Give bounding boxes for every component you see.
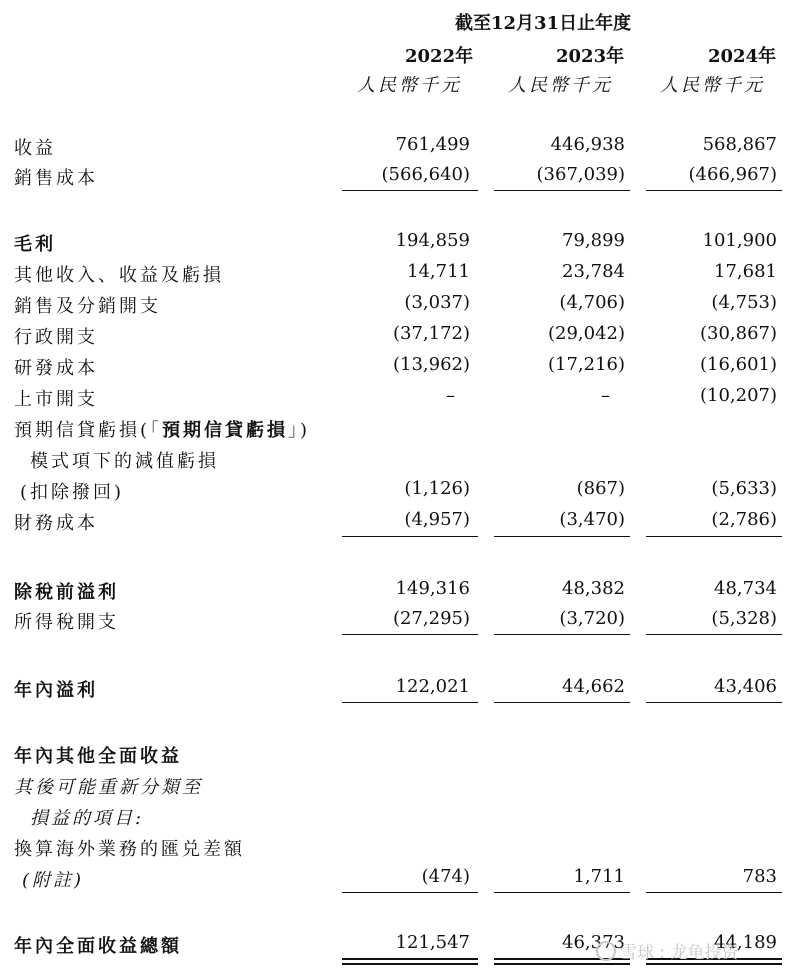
row-label-exchange-diff: 換算海外業務的匯兑差額 xyxy=(14,839,245,860)
value-listing-expenses-2024: (10,207) xyxy=(699,385,777,406)
unit-header-2024: 人民幣千元 xyxy=(660,75,765,96)
value-income-tax-2024: (5,328) xyxy=(711,608,777,629)
value-income-tax-2023: (3,720) xyxy=(559,608,625,629)
total-double-rule-bottom xyxy=(646,963,782,965)
value-revenue-2022: 761,499 xyxy=(395,134,470,155)
value-revenue-2023: 446,938 xyxy=(550,134,625,155)
row-label-distribution-expenses: 銷售及分銷開支 xyxy=(14,296,161,317)
value-ecl-2023: (867) xyxy=(576,478,625,499)
value-other-income-2024: 17,681 xyxy=(714,261,777,282)
value-finance-costs-2022: (4,957) xyxy=(404,509,470,530)
row-label-total-comprehensive-income: 年內全面收益總額 xyxy=(14,936,182,957)
unit-header-2023: 人民幣千元 xyxy=(508,75,613,96)
value-rnd-costs-2022: (13,962) xyxy=(392,354,470,375)
value-other-income-2023: 23,784 xyxy=(562,261,625,282)
total-double-rule-bottom xyxy=(342,963,478,965)
row-label-other-income: 其他收入、收益及虧損 xyxy=(14,265,224,286)
total-double-rule-top xyxy=(342,958,478,960)
value-finance-costs-2023: (3,470) xyxy=(559,509,625,530)
value-distribution-expenses-2023: (4,706) xyxy=(559,292,625,313)
value-distribution-expenses-2022: (3,037) xyxy=(404,292,470,313)
row-label-income-tax: 所得稅開支 xyxy=(14,612,119,633)
value-profit-for-year-2024: 43,406 xyxy=(714,676,777,697)
value-admin-expenses-2022: (37,172) xyxy=(392,323,470,344)
row-label-ecl-line2: 模式項下的減值虧損 xyxy=(30,451,219,472)
value-exchange-diff-2024: 783 xyxy=(742,866,777,887)
value-income-tax-2022: (27,295) xyxy=(392,608,470,629)
row-label-listing-expenses: 上市開支 xyxy=(14,389,98,410)
value-cost-of-sales-2022: (566,640) xyxy=(381,164,470,185)
value-total-ci-2023: 46,373 xyxy=(562,932,625,953)
subtotal-rule xyxy=(494,892,630,893)
row-label-profit-before-tax: 除稅前溢利 xyxy=(14,582,119,603)
row-label-gross-profit: 毛利 xyxy=(14,234,56,255)
value-gross-profit-2022: 194,859 xyxy=(395,230,470,251)
value-rnd-costs-2024: (16,601) xyxy=(699,354,777,375)
value-profit-for-year-2023: 44,662 xyxy=(562,676,625,697)
value-profit-before-tax-2024: 48,734 xyxy=(714,578,777,599)
ecl-label-defined-term: 預期信貸虧損 xyxy=(162,420,289,441)
value-cost-of-sales-2023: (367,039) xyxy=(536,164,625,185)
value-listing-expenses-2022: – xyxy=(446,385,455,406)
watermark-text: 雪球 : 龙龟投资 xyxy=(620,943,739,963)
subtotal-rule xyxy=(646,190,782,191)
subtotal-rule xyxy=(342,536,478,537)
row-label-oci-heading: 年內其他全面收益 xyxy=(14,746,182,767)
value-admin-expenses-2024: (30,867) xyxy=(699,323,777,344)
value-cost-of-sales-2024: (466,967) xyxy=(688,164,777,185)
subtotal-rule xyxy=(646,536,782,537)
subtotal-rule xyxy=(342,190,478,191)
value-exchange-diff-2023: 1,711 xyxy=(573,866,625,887)
value-finance-costs-2024: (2,786) xyxy=(711,509,777,530)
value-exchange-diff-2022: (474) xyxy=(421,866,470,887)
subtotal-rule xyxy=(646,702,782,703)
value-profit-before-tax-2023: 48,382 xyxy=(562,578,625,599)
subtotal-rule xyxy=(646,634,782,635)
row-label-rnd-costs: 研發成本 xyxy=(14,358,98,379)
value-total-ci-2024: 44,189 xyxy=(714,932,777,953)
value-ecl-2024: (5,633) xyxy=(711,478,777,499)
year-header-2023: 2023年 xyxy=(556,46,625,67)
subtotal-rule xyxy=(342,702,478,703)
row-label-cost-of-sales: 銷售成本 xyxy=(14,168,98,189)
row-label-finance-costs: 財務成本 xyxy=(14,513,98,534)
subtotal-rule xyxy=(646,892,782,893)
row-label-ecl xyxy=(14,416,310,442)
value-gross-profit-2024: 101,900 xyxy=(702,230,777,251)
value-admin-expenses-2023: (29,042) xyxy=(547,323,625,344)
year-header-2022: 2022年 xyxy=(405,46,474,67)
value-total-ci-2022: 121,547 xyxy=(395,932,470,953)
subtotal-rule xyxy=(494,536,630,537)
row-label-profit-for-year: 年內溢利 xyxy=(14,680,98,701)
value-gross-profit-2023: 79,899 xyxy=(562,230,625,251)
value-revenue-2024: 568,867 xyxy=(702,134,777,155)
period-header: 截至12月31日止年度 xyxy=(455,13,632,34)
value-ecl-2022: (1,126) xyxy=(404,478,470,499)
value-listing-expenses-2023: – xyxy=(601,385,610,406)
row-label-reclassify-line2: 損益的項目: xyxy=(30,808,145,829)
value-profit-for-year-2022: 122,021 xyxy=(395,676,470,697)
subtotal-rule xyxy=(494,634,630,635)
ecl-label-part: 預期信貸虧損(「 xyxy=(14,420,163,441)
unit-header-2022: 人民幣千元 xyxy=(357,75,462,96)
subtotal-rule xyxy=(494,702,630,703)
row-label-exchange-diff-note: (附註) xyxy=(22,870,85,891)
row-label-ecl-line3: (扣除撥回) xyxy=(20,482,125,503)
row-label-admin-expenses: 行政開支 xyxy=(14,327,98,348)
row-label-reclassify-line1: 其後可能重新分類至 xyxy=(14,777,203,798)
ecl-label-part: 」) xyxy=(288,420,311,441)
value-distribution-expenses-2024: (4,753) xyxy=(711,292,777,313)
total-double-rule-bottom xyxy=(494,963,630,965)
watermark xyxy=(596,938,739,963)
value-other-income-2022: 14,711 xyxy=(407,261,470,282)
subtotal-rule xyxy=(494,190,630,191)
subtotal-rule xyxy=(342,634,478,635)
row-label-revenue: 收益 xyxy=(14,138,56,159)
value-rnd-costs-2023: (17,216) xyxy=(547,354,625,375)
subtotal-rule xyxy=(342,892,478,893)
year-header-2024: 2024年 xyxy=(708,46,777,67)
value-profit-before-tax-2022: 149,316 xyxy=(395,578,470,599)
snowball-logo-icon xyxy=(596,941,616,961)
